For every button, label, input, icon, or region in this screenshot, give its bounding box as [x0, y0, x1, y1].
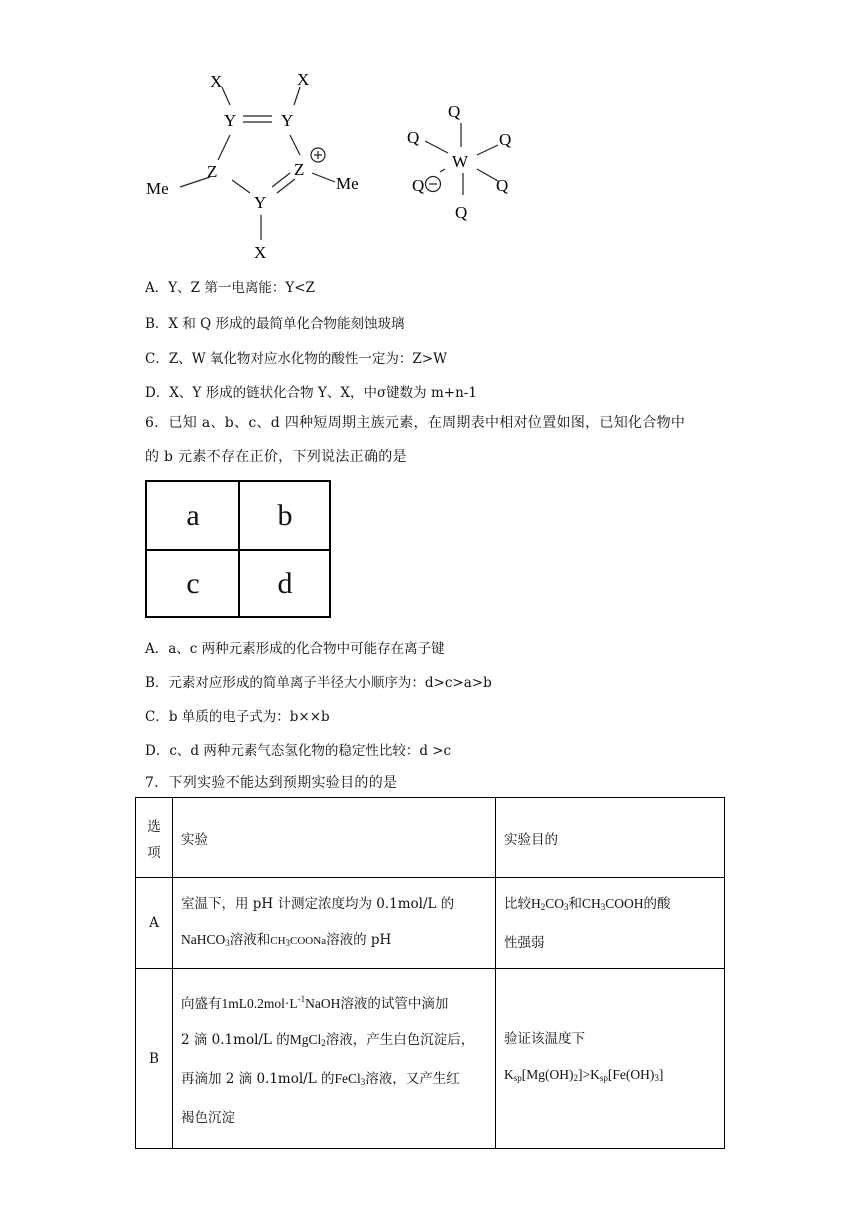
- atom-q-lower-left: Q: [412, 176, 425, 195]
- text-segment: 向盛有: [181, 996, 222, 1012]
- text-segment: 和: [568, 895, 583, 912]
- group-me-left: Me: [146, 179, 169, 198]
- formula-sub: 3: [654, 1073, 659, 1083]
- row-a-purpose-line2: 性强弱: [504, 934, 545, 951]
- formula-co3: CO: [545, 895, 565, 911]
- text-segment: 溶液，产生白色沉淀后，: [325, 1032, 475, 1048]
- atom-x-top-left: X: [210, 72, 223, 91]
- grid-cell-c: c: [186, 566, 200, 600]
- formula-k: K: [504, 1067, 514, 1082]
- formula-nahco3: NaHCO: [181, 931, 226, 947]
- formula-mgcl2: MgCl: [289, 1032, 322, 1047]
- q5-option-d: D．X、Y 形成的链状化合物 Y、X，中σ键数为 m+n-1: [145, 385, 477, 401]
- header-option: [136, 798, 173, 878]
- q6-option-a: A．a、c 两种元素形成的化合物中可能存在离子键: [145, 641, 445, 657]
- row-a-exp-line1: 室温下，用 pH 计测定浓度均为 0.1mol/L 的: [181, 895, 455, 912]
- row-b-exp-line3: [181, 1061, 487, 1100]
- text-segment: 2 滴 0.1mol/L 的: [181, 1032, 290, 1048]
- text-segment: 溶液，又产生红: [365, 1071, 460, 1087]
- row-b-purpose: [496, 969, 725, 1149]
- formula-sub: sp: [513, 1073, 522, 1083]
- row-b-exp-line2: [181, 1022, 487, 1061]
- row-b-purpose-line1: 验证该温度下: [504, 1031, 585, 1047]
- header-option-line2: 项: [147, 844, 161, 861]
- text-segment: 溶液的 pH: [326, 931, 392, 948]
- atom-x-top-right: X: [297, 70, 310, 89]
- row-b-exp-line1: [181, 981, 487, 1022]
- header-experiment: 实验: [173, 798, 496, 878]
- q6-option-c: C．b 单质的电子式为：b××b: [145, 709, 330, 725]
- formula-mgoh2: [Mg(OH): [521, 1067, 574, 1082]
- row-a-purpose: [496, 878, 725, 969]
- formula-sub: 3: [600, 901, 606, 912]
- table-header-row: [136, 798, 725, 878]
- atom-y-top-left: Y: [224, 111, 237, 130]
- text-segment: 溶液和: [229, 931, 271, 948]
- q6-stem-line2: 的 b 元素不存在正价，下列说法正确的是: [145, 449, 407, 465]
- formula-sub: 2: [540, 901, 546, 912]
- q6-option-d: D．c、d 两种元素气态氢化物的稳定性比较：d >c: [145, 743, 452, 759]
- q7-stem: 7．下列实验不能达到预期实验目的的是: [145, 775, 398, 791]
- text-segment: 的酸: [643, 895, 671, 912]
- formula-sub: 2: [573, 1073, 579, 1083]
- grid-cell-d: d: [277, 566, 293, 600]
- formula-ch3: CH: [270, 934, 286, 947]
- atom-q-lower-right: Q: [496, 176, 509, 195]
- atom-q-upper-right: Q: [499, 130, 512, 149]
- formula-sub: 3: [360, 1077, 366, 1087]
- row-b-option: B: [136, 969, 173, 1149]
- atom-y-top-right: Y: [281, 111, 294, 130]
- formula-fecl3: FeCl: [334, 1071, 361, 1086]
- atom-x-bottom: X: [254, 243, 267, 262]
- row-a-experiment: [173, 878, 496, 969]
- row-b-purpose-line2: [504, 1057, 716, 1096]
- formula-h2co3: H: [531, 895, 541, 911]
- row-a-option: A: [136, 878, 173, 969]
- row-a-purpose-line1: [504, 886, 716, 925]
- text-segment: 比较: [504, 895, 531, 912]
- atom-z-left: Z: [207, 162, 218, 181]
- q5-option-c: C．Z、W 氧化物对应水化物的酸性一定为：Z>W: [145, 351, 447, 367]
- atom-z-right: Z: [294, 160, 305, 179]
- formula-concentration: 1mL0.2mol·L: [221, 996, 298, 1011]
- text-segment: 再滴加 2 滴 0.1mol/L 的: [181, 1071, 335, 1087]
- row-b-experiment: [173, 969, 496, 1149]
- formula-bracket: ]: [578, 1067, 583, 1082]
- atom-q-upper-left: Q: [407, 128, 420, 147]
- table-row: [136, 969, 725, 1149]
- atom-w-center: W: [452, 152, 469, 171]
- formula-coona: COONa: [290, 934, 327, 947]
- q6-stem-line1: 6．已知 a、b、c、d 四种短周期主族元素，在周期表中相对位置如图，已知化合物中: [145, 415, 686, 431]
- atom-y-bottom: Y: [254, 193, 267, 212]
- formula-sub: 3: [564, 901, 569, 912]
- formula-bracket: ]: [658, 1067, 664, 1082]
- header-purpose: 实验目的: [496, 798, 725, 878]
- octahedral-anion-structure: [400, 95, 530, 225]
- formula-naoh: NaOH: [305, 996, 341, 1011]
- q7-experiment-table: [135, 797, 725, 1149]
- atom-q-top: Q: [448, 102, 461, 121]
- formula-feoh3: [Fe(OH): [607, 1067, 655, 1082]
- text-segment: 溶液的试管中滴加: [340, 996, 449, 1012]
- periodic-position-grid: [145, 480, 331, 618]
- header-option-line1: 选: [147, 818, 161, 835]
- grid-cell-b: b: [277, 498, 293, 532]
- q5-option-b: B．X 和 Q 形成的最简单化合物能刻蚀玻璃: [145, 316, 405, 332]
- formula-sub: sp: [599, 1073, 608, 1083]
- atom-q-bottom: Q: [455, 203, 468, 222]
- q5-option-a: A．Y、Z 第一电离能：Y<Z: [145, 280, 315, 296]
- formula-sub: 3: [225, 937, 230, 948]
- formula-sub: 3: [285, 937, 291, 948]
- grid-cell-a: a: [186, 498, 200, 532]
- row-b-exp-line4: 褐色沉淀: [181, 1110, 235, 1126]
- row-a-exp-line2: [181, 922, 487, 961]
- formula-sup: -1: [297, 994, 306, 1004]
- q6-option-b: B．元素对应形成的简单离子半径大小顺序为：d>c>a>b: [145, 675, 492, 691]
- formula-sub: 2: [321, 1038, 326, 1048]
- group-me-right: Me: [336, 174, 359, 193]
- formula-k: >K: [582, 1067, 600, 1082]
- table-row: [136, 878, 725, 969]
- formula-ch3cooh: CH: [582, 895, 601, 911]
- formula-cooh: COOH: [605, 895, 644, 911]
- ring-cation-structure: [140, 65, 380, 270]
